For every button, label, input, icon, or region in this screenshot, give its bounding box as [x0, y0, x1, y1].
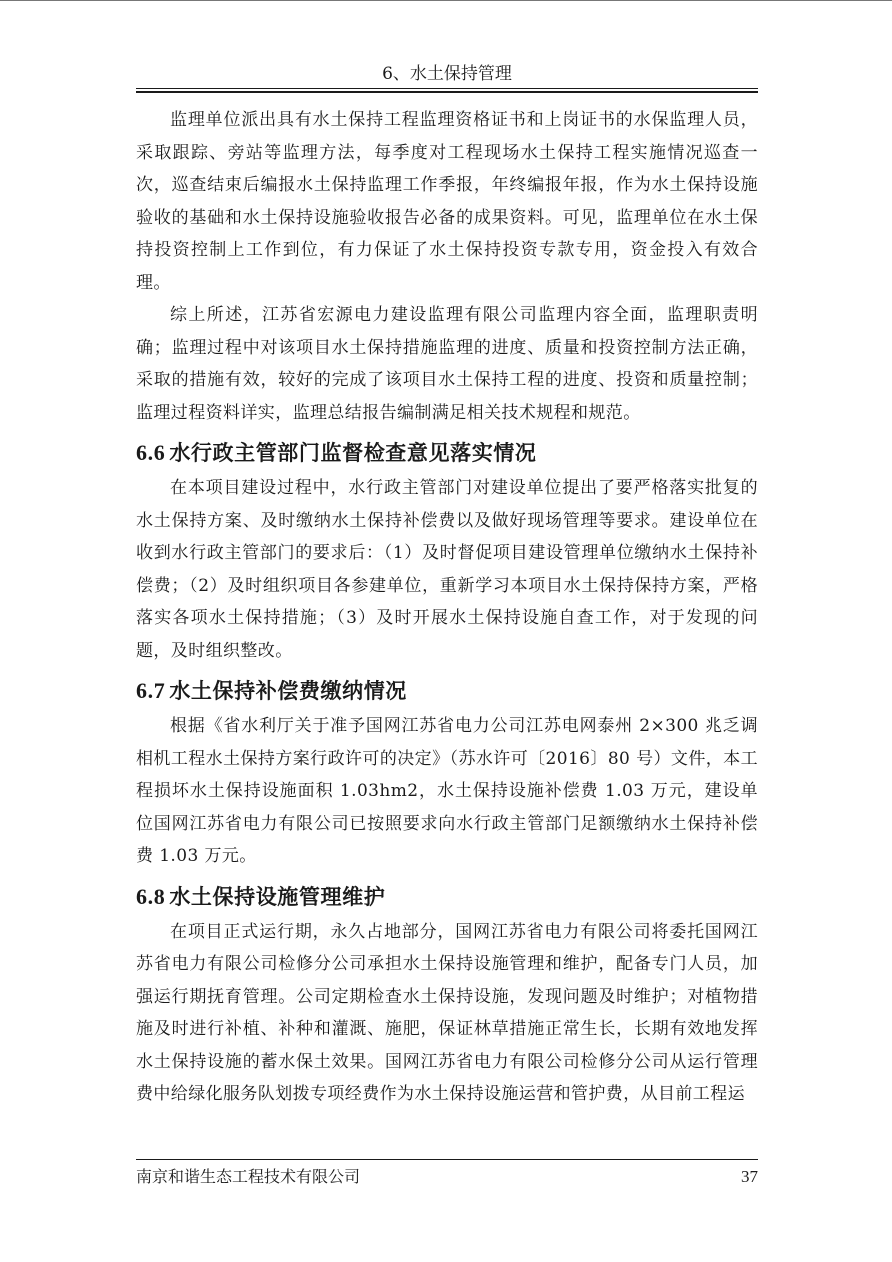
section-title: 水土保持补偿费缴纳情况 [169, 679, 407, 703]
page-number: 37 [741, 1167, 758, 1186]
section-number: 6.7 [136, 678, 166, 703]
paragraph-section-6-6: 在本项目建设过程中，水行政主管部门对建设单位提出了要严格落实批复的水土保持方案、及时缴纳水土保持补偿费以及做好现场管理等要求。建设单位在收到水行政主管部门的要求后：（1）及时督促项目建设管理单位缴纳水土保持补偿费；（2）及时组织项目各参建单位，重新学习本项目水土保持保持方案，严格落实各项水土保持措施；（3）及时开展水土保持设施自查工作，对于发现的问题，及时组织整改。 [136, 478, 758, 661]
paragraph-supervision-method: 监理单位派出具有水土保持工程监理资格证书和上岗证书的水保监理人员，采取跟踪、旁站等监理方法，每季度对工程现场水土保持工程实施情况巡查一次，巡查结束后编报水土保持监理工作季报，年终编报年报，作为水土保持设施验收的基础和水土保持设施验收报告必备的成果资料。可见，监理单位在水土保持投资控制上工作到位，有力保证了水土保持投资专款专用，资金投入有效合理。 [136, 110, 758, 293]
section-heading-6-8 [136, 873, 758, 916]
page-top-border [0, 0, 892, 1]
running-header: 6、水土保持管理 [382, 64, 512, 84]
section-number: 6.6 [136, 440, 166, 465]
footer-rule [136, 1159, 758, 1160]
page-content [136, 104, 758, 1111]
section-heading-6-6 [136, 429, 758, 472]
section-heading-6-7 [136, 667, 758, 710]
section-title: 水土保持设施管理维护 [169, 884, 386, 909]
section-number: 6.8 [136, 883, 166, 909]
header-rule-thin [136, 88, 758, 89]
paragraph-supervision-summary: 综上所述，江苏省宏源电力建设监理有限公司监理内容全面，监理职责明确；监理过程中对该项目水土保持措施监理的进度、质量和投资控制方法正确，采取的措施有效，较好的完成了该项目水土保持工程的进度、投资和质量控制；监理过程资料详实，监理总结报告编制满足相关技术规程和规范。 [136, 305, 758, 423]
section-title: 水行政主管部门监督检查意见落实情况 [169, 441, 537, 465]
header-rule-thick [136, 91, 758, 93]
footer-company-name: 南京和谐生态工程技术有限公司 [136, 1167, 361, 1186]
paragraph-section-6-8: 在项目正式运行期，永久占地部分，国网江苏省电力有限公司将委托国网江苏省电力有限公司检修分公司承担水土保持设施管理和维护，配备专门人员，加强运行期抚育管理。公司定期检查水土保持设施，发现问题及时维护；对植物措施及时进行补植、补种和灌溉、施肥，保证林草措施正常生长，长期有效地发挥水土保持设施的蓄水保土效果。国网江苏省电力有限公司检修分公司从运行管理费中给绿化服务队划拨专项经费作为水土保持设施运营和管护费，从目前工程运 [136, 921, 758, 1104]
paragraph-section-6-7: 根据《省水利厅关于准予国网江苏省电力公司江苏电网泰州 2×300 兆乏调相机工程水土保持方案行政许可的决定》（苏水许可〔2016〕80 号）文件，本工程损坏水土保持设施面积 1.03hm2，水土保持设施补偿费 1.03 万元，建设单位国网江苏省电力有限公司已按照要求向水行政主管部门足额缴纳水土保持补偿费 1.03 万元。 [136, 716, 758, 866]
